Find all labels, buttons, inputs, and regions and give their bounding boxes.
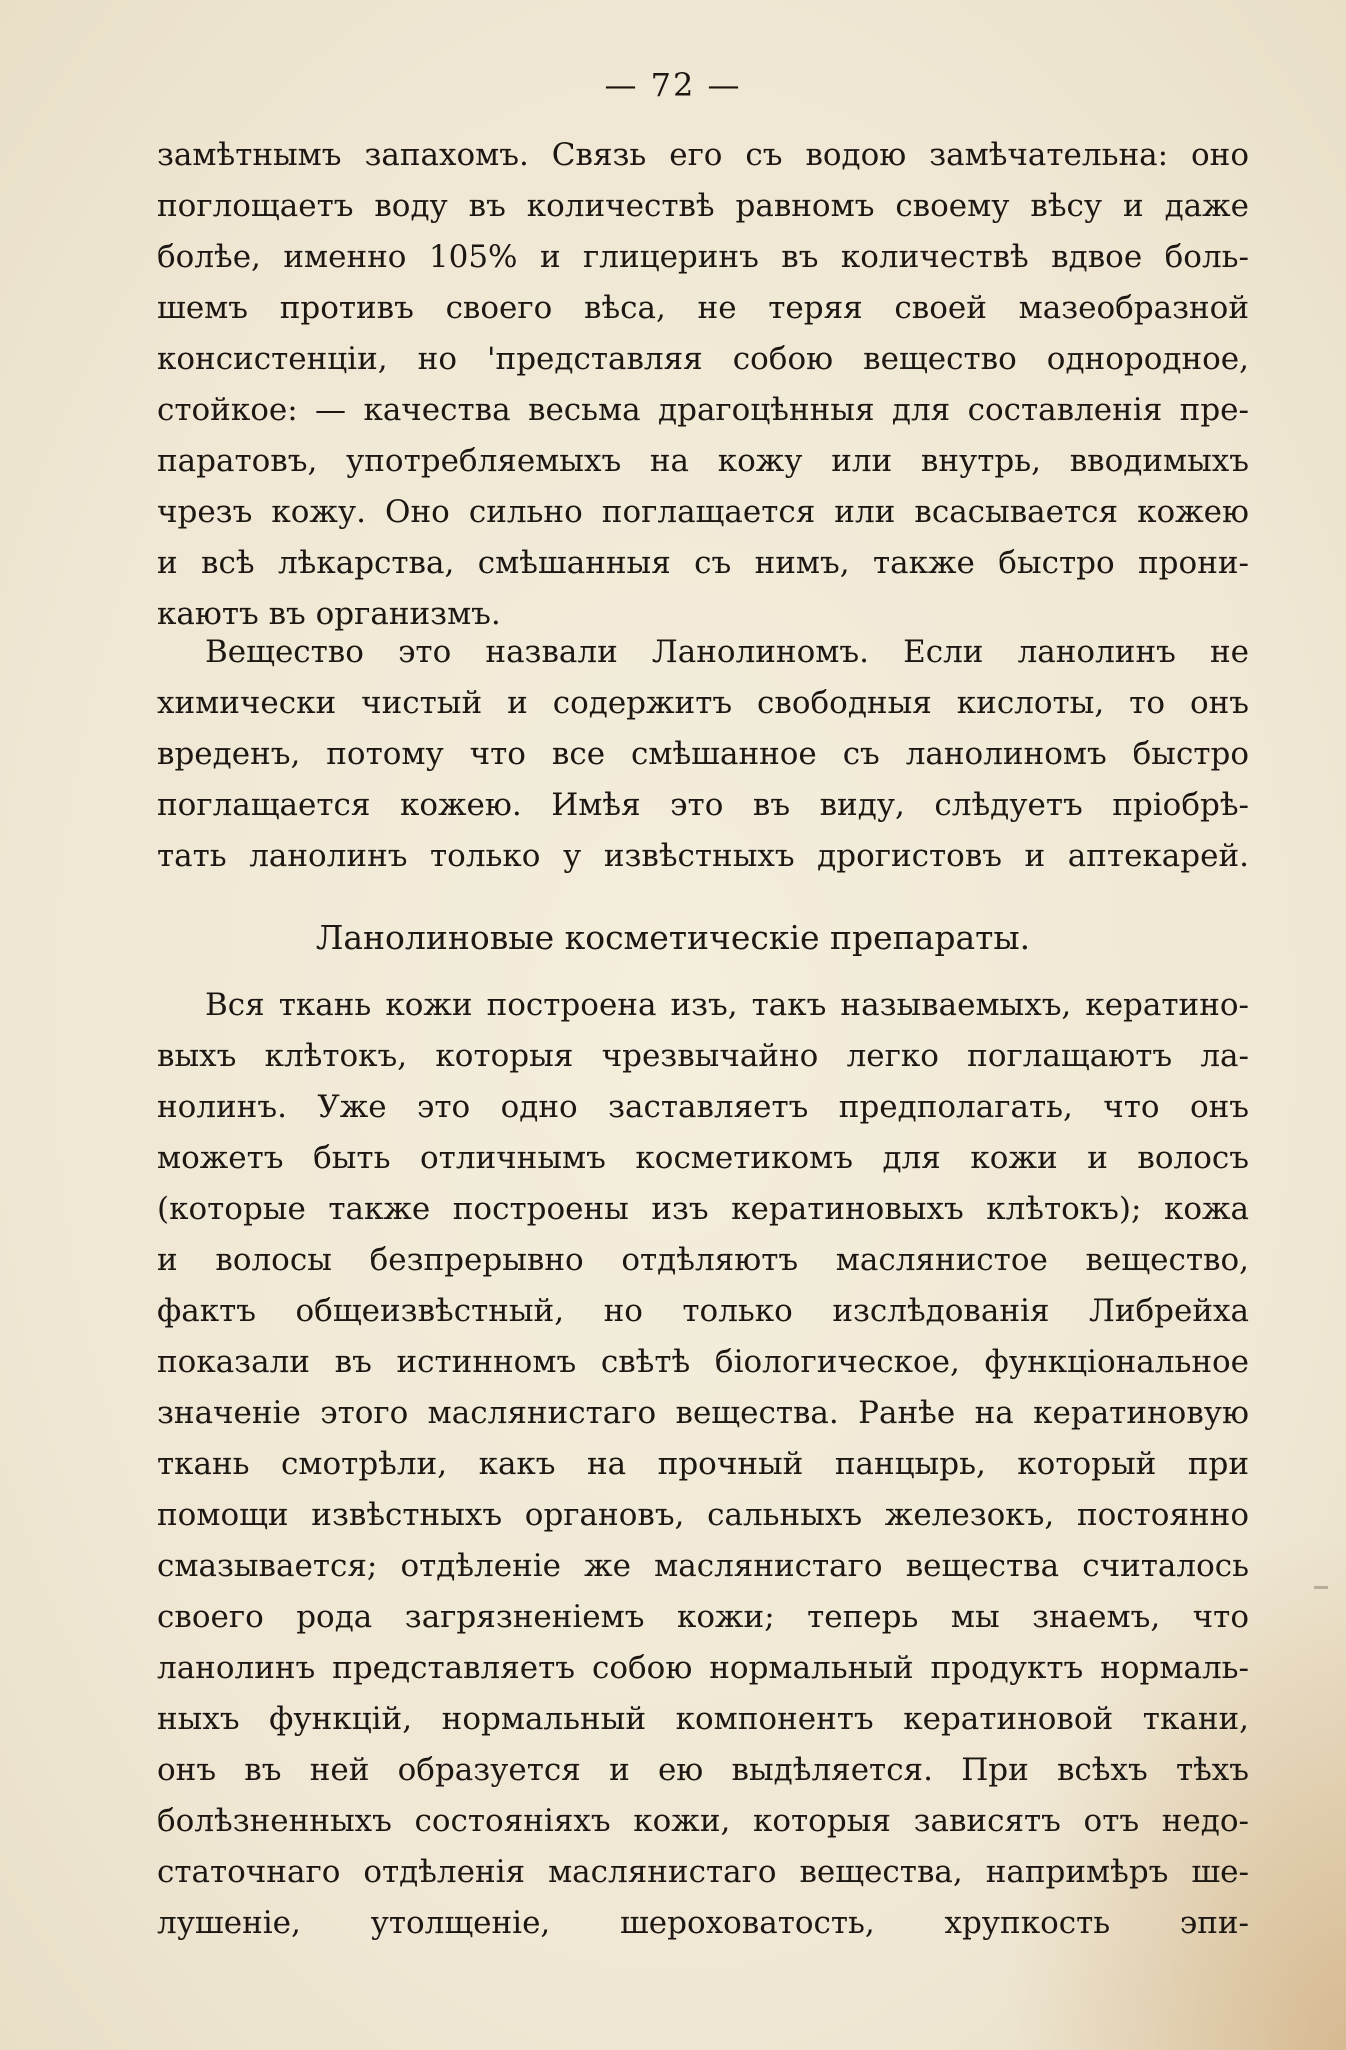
text-line: чрезъ кожу. Оно сильно поглащается или всасывается кожею xyxy=(157,494,1249,530)
text-line: и всѣ лѣкарства, смѣшанныя съ нимъ, также быстро прони- xyxy=(157,545,1249,581)
text-line: стойкое: — качества весьма драгоцѣнныя для составленія пре- xyxy=(157,392,1249,428)
text-line: шемъ противъ своего вѣса, не теряя своей мазеобразной xyxy=(157,290,1249,326)
text-line: вреденъ, потому что все смѣшанное съ ланолиномъ быстро xyxy=(157,736,1249,772)
text-line: лушеніе, утолщеніе, шероховатость, хрупкость эпи- xyxy=(157,1905,1249,1941)
text-line: и волосы безпрерывно отдѣляютъ маслянистое вещество, xyxy=(157,1242,1249,1278)
text-line: Вещество это назвали Ланолиномъ. Если ланолинъ не xyxy=(205,634,1249,670)
page-number: — 72 — xyxy=(604,66,742,104)
text-line: фактъ общеизвѣстный, но только изслѣдованія Либрейха xyxy=(157,1293,1249,1329)
text-line: химически чистый и содержитъ свободныя кислоты, то онъ xyxy=(157,685,1249,721)
text-line: выхъ клѣтокъ, которыя чрезвычайно легко поглащаютъ ла- xyxy=(157,1038,1249,1074)
text-line: паратовъ, употребляемыхъ на кожу или внутрь, вводимыхъ xyxy=(157,443,1249,479)
text-line: онъ въ ней образуется и ею выдѣляется. При всѣхъ тѣхъ xyxy=(157,1752,1249,1788)
text-line: помощи извѣстныхъ органовъ, сальныхъ железокъ, постоянно xyxy=(157,1497,1249,1533)
text-line: ланолинъ представляетъ собою нормальный продуктъ нормаль- xyxy=(157,1650,1249,1686)
text-line: ткань смотрѣли, какъ на прочный панцырь, который при xyxy=(157,1446,1249,1482)
text-line: болѣе, именно 105% и глицеринъ въ количествѣ вдвое боль- xyxy=(157,239,1249,275)
text-line: поглощаетъ воду въ количествѣ равномъ своему вѣсу и даже xyxy=(157,188,1249,224)
text-line: показали въ истинномъ свѣтѣ біологическое, функціональное xyxy=(157,1344,1249,1380)
text-line: нолинъ. Уже это одно заставляетъ предполагать, что онъ xyxy=(157,1089,1249,1125)
text-line: Вся ткань кожи построена изъ, такъ называемыхъ, кератино- xyxy=(205,987,1249,1023)
text-line: своего рода загрязненіемъ кожи; теперь мы знаемъ, что xyxy=(157,1599,1249,1635)
text-line: каютъ въ организмъ. xyxy=(157,596,501,632)
text-line: поглащается кожею. Имѣя это въ виду, слѣдуетъ пріобрѣ- xyxy=(157,787,1249,823)
text-line: можетъ быть отличнымъ косметикомъ для кожи и волосъ xyxy=(157,1140,1249,1176)
text-line: тать ланолинъ только у извѣстныхъ дрогистовъ и аптекарей. xyxy=(157,838,1249,874)
paragraph-lanolin xyxy=(157,627,1249,882)
text-line: ныхъ функцій, нормальный компонентъ кератиновой ткани, xyxy=(157,1701,1249,1737)
text-line: смазывается; отдѣленіе же маслянистаго вещества считалось xyxy=(157,1548,1249,1584)
text-line: значеніе этого маслянистаго вещества. Ранѣе на кератиновую xyxy=(157,1395,1249,1431)
text-line: статочнаго отдѣленія маслянистаго вещества, напримѣръ ше- xyxy=(157,1854,1249,1890)
text-line: замѣтнымъ запахомъ. Связь его съ водою замѣчательна: оно xyxy=(157,137,1249,173)
text-line: болѣзненныхъ состояніяхъ кожи, которыя зависятъ отъ недо- xyxy=(157,1803,1249,1839)
paragraph-continuation xyxy=(157,130,1249,640)
text-line: консистенціи, но 'представляя собою вещество однородное, xyxy=(157,341,1249,377)
section-heading: Ланолиновые косметическіе препараты. xyxy=(315,918,1031,957)
text-line: (которые также построены изъ кератиновыхъ клѣтокъ); кожа xyxy=(157,1191,1249,1227)
paragraph-cosmetics xyxy=(157,980,1249,1949)
margin-mark xyxy=(1314,1586,1328,1589)
